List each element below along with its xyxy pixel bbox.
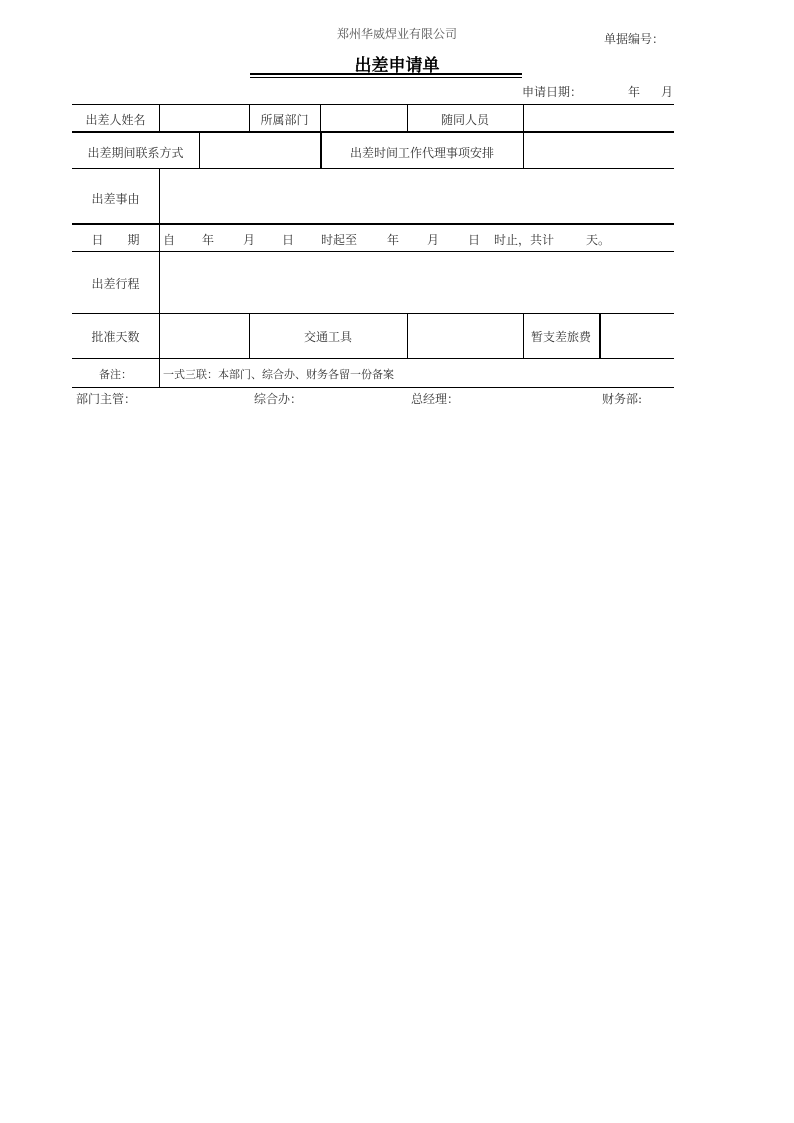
- trip-reason-field[interactable]: [160, 169, 674, 223]
- work-arrangement-field[interactable]: [524, 133, 674, 168]
- remark-text: 一式三联：本部门、综合办、财务各留一份备案: [163, 368, 394, 381]
- row-divider-6: [72, 358, 674, 359]
- row-divider-3: [72, 223, 674, 225]
- title-underline-thick: [250, 73, 522, 75]
- general-manager-signature-label: 总经理：: [411, 392, 460, 406]
- date-start-label: 时起至: [321, 233, 358, 247]
- date-month-label: 月: [427, 233, 440, 247]
- transportation-label: 交通工具: [303, 330, 352, 344]
- department-label: 所属部门: [260, 113, 309, 127]
- travel-application-form: [72, 104, 674, 388]
- contact-method-label: 出差期间联系方式: [87, 146, 184, 160]
- title-underline-thin: [250, 77, 522, 78]
- apply-date-label: 申请日期：: [522, 85, 583, 99]
- page-title: 出差申请单: [354, 56, 440, 76]
- document-number-label: 单据编号：: [604, 32, 665, 46]
- date-year-label: 年: [387, 233, 400, 247]
- dept-head-signature-label: 部门主管：: [76, 392, 137, 406]
- date-month-label: 月: [243, 233, 256, 247]
- contact-method-field[interactable]: [200, 133, 320, 168]
- work-arrangement-label: 出差时间工作代理事项安排: [349, 146, 494, 160]
- department-field[interactable]: [321, 105, 407, 131]
- date-label: 日 期: [91, 233, 140, 247]
- date-end-label: 时止，共计: [494, 233, 555, 247]
- apply-date-month-label: 月: [661, 85, 674, 99]
- trip-reason-label: 出差事由: [91, 192, 140, 206]
- companions-field[interactable]: [524, 105, 674, 131]
- travel-advance-field[interactable]: [601, 314, 674, 358]
- date-day-label: 日: [468, 233, 481, 247]
- travel-advance-label: 暂支差旅费: [530, 330, 591, 344]
- companions-label: 随同人员: [440, 113, 489, 127]
- itinerary-label: 出差行程: [91, 277, 140, 291]
- approved-days-label: 批准天数: [91, 330, 140, 344]
- date-days-label: 天。: [586, 233, 611, 247]
- date-day-label: 日: [282, 233, 295, 247]
- date-year-label: 年: [202, 233, 215, 247]
- itinerary-field[interactable]: [160, 252, 674, 313]
- approved-days-field[interactable]: [160, 314, 249, 358]
- traveler-name-label: 出差人姓名: [85, 113, 146, 127]
- traveler-name-field[interactable]: [160, 105, 249, 131]
- date-from-label: 自: [163, 233, 176, 247]
- form-border-bottom: [72, 387, 674, 388]
- transportation-field[interactable]: [408, 314, 523, 358]
- apply-date-year-label: 年: [628, 85, 641, 99]
- remark-label: 备注：: [99, 368, 132, 381]
- general-office-signature-label: 综合办：: [254, 392, 303, 406]
- finance-signature-label: 财务部:: [602, 392, 643, 406]
- company-name: 郑州华威焊业有限公司: [336, 27, 457, 41]
